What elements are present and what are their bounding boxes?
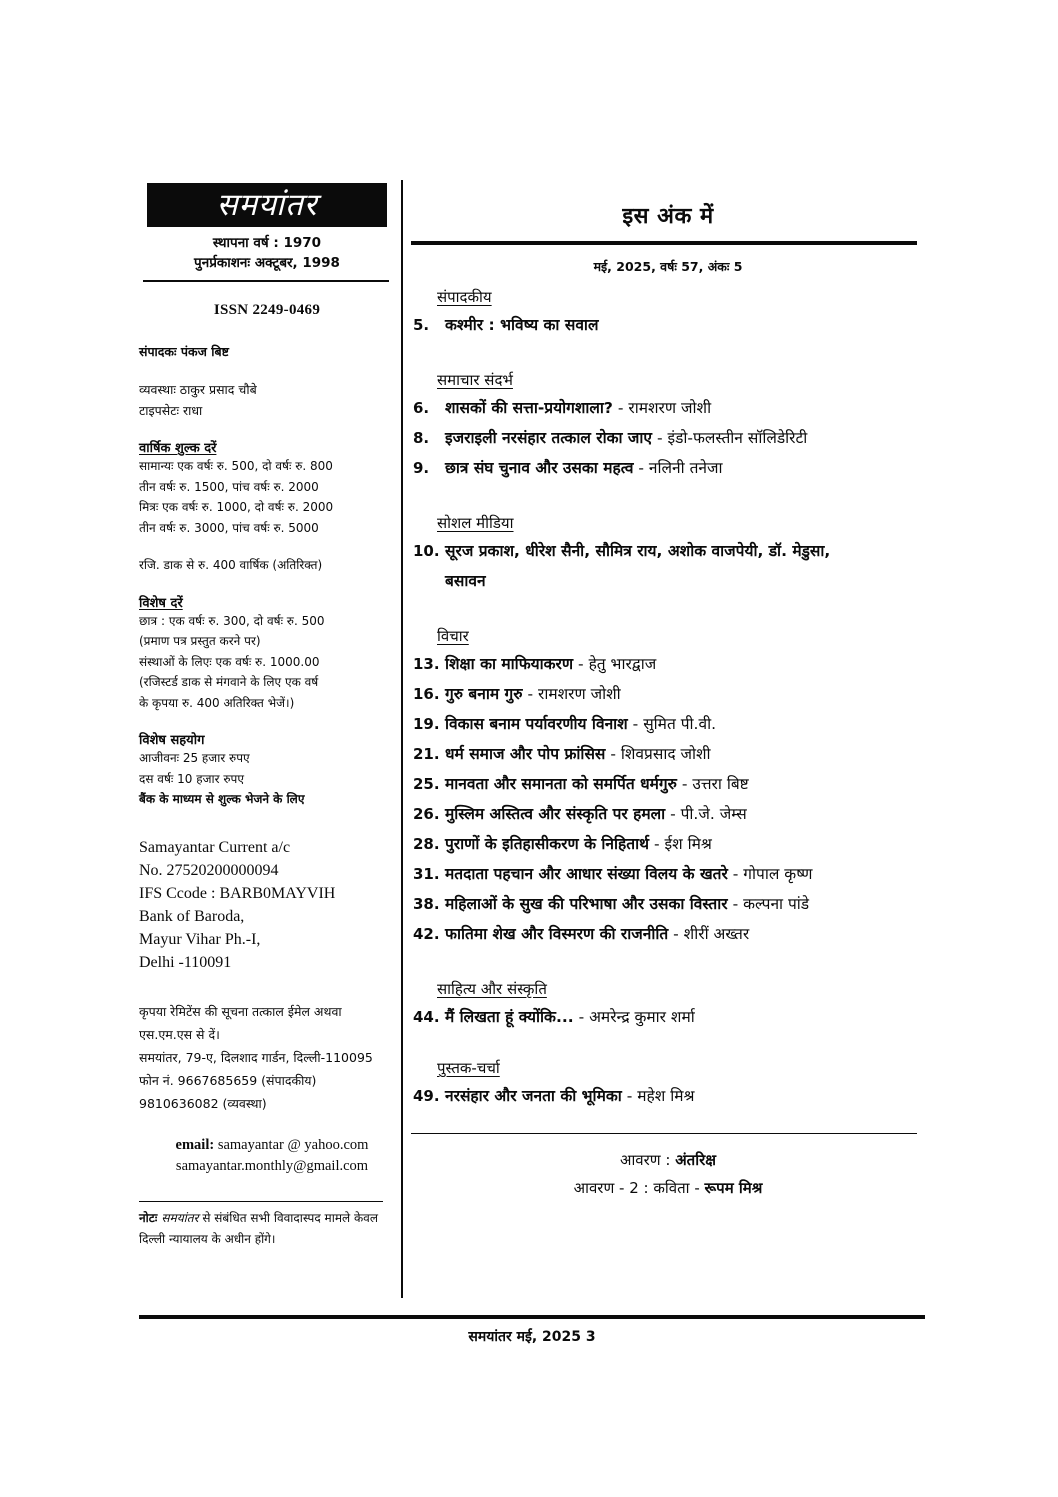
email-row-primary [157,1135,387,1156]
toc-entry-title: शिक्षा का माफियाकरण [445,655,574,673]
founded-year: स्थापना वर्ष : 1970 [212,235,322,251]
toc-entry-title: इजराइली नरसंहार तत्काल रोका जाए [445,429,652,447]
toc-page-number: 44. [413,1008,440,1026]
toc-entry-title: मुस्लिम अस्तित्व और संस्कृति पर हमला [445,805,666,823]
toc-entry-author: - शिवप्रसाद जोशी [610,745,711,763]
toc-entry-title: मतदाता पहचान और आधार संख्या विलय के खतरे [445,865,728,883]
toc-entry-text [445,649,925,679]
toc-page-number: 6. [413,399,430,417]
toc-entry[interactable] [413,393,925,423]
section-heading-vichar: विचार [437,627,469,645]
toc-entry[interactable] [413,739,925,769]
special-rate-line: संस्थाओं के लिएः एक वर्षः रु. 1000.00 [139,654,320,669]
toc-entry-author: - हेतु भारद्वाज [578,655,657,673]
toc-entry-title: कश्मीर : भविष्य का सवाल [445,316,599,334]
toc-entry-title: मैं लिखता हूं क्योंकि... [445,1008,574,1026]
remittance-line: एस.एम.एस से दें। [139,1026,220,1042]
magazine-title: समयांतर [216,187,318,222]
remittance-block [139,1000,387,1115]
note-divider [139,1201,383,1202]
republished-date: पुनर्प्रकाशनः अक्टूबर, 1998 [194,255,340,271]
toc-entry-text [445,310,925,340]
toc-page-number: 8. [413,429,430,447]
toc-page-number: 49. [413,1087,440,1105]
contents-list [411,287,925,1111]
rate-line: सामान्यः एक वर्षः रु. 500, दो वर्षः रु. 800 [139,459,333,473]
bank-line: No. 27520200000094 [139,861,279,879]
founded-info [147,233,387,273]
phone-editorial: फोन नं. 9667685659 (संपादकीय) [139,1072,317,1088]
bank-line: Mayur Vihar Ph.-I, [139,930,261,948]
contents-heading-rule [411,241,917,245]
email-address-yahoo[interactable]: samayantar @ yahoo.com [217,1136,369,1153]
section-heading-editorial: संपादकीय [437,288,492,306]
cover-credits [411,1146,925,1202]
toc-entry-title: नरसंहार और जनता की भूमिका [445,1087,622,1105]
editor-block [139,341,387,362]
toc-entry[interactable] [413,859,925,889]
toc-entry-title: फातिमा शेख और विस्मरण की राजनीति [445,925,669,943]
masthead-banner [147,183,387,227]
toc-page-number: 31. [413,865,440,883]
issn-number: ISSN 2249-0469 [213,302,321,318]
bank-line: Samayantar Current a/c [139,838,291,856]
toc-page-number: 9. [413,459,430,477]
contents-column [411,180,925,1298]
editor-name: संपादकः पंकज बिष्ट [139,344,229,359]
toc-entry-author: - पी.जे. जेम्स [670,805,747,823]
bank-line: IFS Ccode : BARB0MAYVIH [139,884,336,902]
toc-page-number: 10. [413,542,440,560]
special-rate-line: छात्र : एक वर्षः रु. 300, दो वर्षः रु. 500 [139,613,325,628]
toc-entry[interactable] [413,679,925,709]
phone-management: 9810636082 (व्यवस्था) [139,1095,267,1111]
cover-credit-2 [411,1174,925,1202]
special-support-lines [139,748,387,810]
toc-page-number: 5. [413,316,430,334]
rate-line: तीन वर्षः रु. 1500, पांच वर्षः रु. 2000 [139,479,319,494]
toc-entry-continuation: बसावन [445,572,486,590]
toc-section [413,287,925,340]
annual-rates-lines [139,456,387,538]
toc-section [413,626,925,949]
toc-page-number: 25. [413,775,440,793]
cover-credit-1 [411,1146,925,1174]
masthead-column [139,180,403,1298]
toc-entry-text [445,919,925,949]
section-heading-book-review: पुस्तक-चर्चा [437,1059,500,1077]
toc-entry[interactable] [413,799,925,829]
toc-section [413,1058,925,1111]
toc-entry-title: गुरु बनाम गुरु [445,685,523,703]
address-line: समयांतर, 79-ए, दिलशाद गार्डन, दिल्ली-110095 [139,1049,373,1065]
special-rates-block [139,593,387,714]
section-heading-social-media: सोशल मीडिया [437,514,514,532]
toc-page-number: 13. [413,655,440,673]
cover-value-1: अंतरिक्ष [675,1151,717,1169]
toc-entry-text [445,829,925,859]
toc-entry-title: महिलाओं के सुख की परिभाषा और उसका विस्तार [445,895,728,913]
footer-divider [139,1315,925,1319]
cover-value-2: रूपम मिश्र [704,1179,763,1197]
toc-entry-author: - नलिनी तनेजा [638,459,723,477]
toc-entry-text [445,769,925,799]
toc-entry-author: - उत्तरा बिष्ट [681,775,749,793]
toc-entry-text [445,536,925,566]
toc-entry-text [445,859,925,889]
toc-entry[interactable] [413,709,925,739]
toc-entry-author: - रामशरण जोशी [527,685,621,703]
registered-post-note [139,555,387,576]
toc-entry-text [445,799,925,829]
toc-entry[interactable] [413,649,925,679]
toc-entry-author: - इंडो-फलस्तीन सॉलिडेरिटी [656,429,808,447]
rate-line: मित्रः एक वर्षः रु. 1000, दो वर्षः रु. 2000 [139,500,334,514]
toc-entry-title: मानवता और समानता को समर्पित धर्मगुरु [445,775,677,793]
issue-info: मई, 2025, वर्षः 57, अंकः 5 [593,259,743,274]
annual-rates-heading: वार्षिक शुल्क दरें [139,441,217,456]
toc-entry-title: सूरज प्रकाश, धीरेश सैनी, सौमित्र राय, अशोक वाजपेयी, डॉ. मेडुसा, [445,542,831,560]
special-rates-lines [139,611,387,714]
toc-entry-text [445,423,925,453]
toc-entry[interactable] [413,829,925,859]
toc-page-number: 26. [413,805,440,823]
toc-section [413,513,925,596]
annual-rates-block [139,438,387,538]
toc-entry-author: - सुमित पी.वी. [632,715,717,733]
toc-entry-text [445,679,925,709]
toc-entry[interactable] [413,1081,925,1111]
email-address-gmail[interactable]: samayantar.monthly@gmail.com [175,1157,369,1174]
toc-section [413,370,925,483]
toc-entry[interactable] [413,1002,925,1032]
toc-entry-title: छात्र संघ चुनाव और उसका महत्व [445,459,634,477]
note-magazine-name: समयांतर [161,1210,199,1225]
section-heading-literature: साहित्य और संस्कृति [437,980,547,998]
staff-block [139,379,387,421]
bank-line: Delhi -110091 [139,953,232,971]
section-heading-news: समाचार संदर्भ [437,371,513,389]
toc-entry-author: - ईश मिश्र [653,835,712,853]
toc-entry-title: पुराणों के इतिहासीकरण के निहितार्थ [445,835,650,853]
special-support-block [139,730,387,810]
toc-entry-author: - अमरेन्द्र कुमार शर्मा [578,1008,695,1026]
two-column-layout [139,180,925,1298]
typesetter-name: टाइपसेटः राधा [139,403,203,418]
registered-post-line: रजि. डाक से रु. 400 वार्षिक (अतिरिक्त) [139,558,323,572]
toc-entry[interactable] [413,889,925,919]
bank-details-block [139,836,387,974]
special-rate-line: के कृपया रु. 400 अतिरिक्त भेजें।) [139,695,295,710]
cover-label-1: आवरण : [619,1151,676,1169]
masthead-divider [143,280,389,282]
toc-entry-text [445,889,925,919]
manager-name: व्यवस्थाः ठाकुर प्रसाद चौबे [139,382,257,397]
toc-entry-author: - शीरीं अख्तर [673,925,750,943]
toc-section [413,979,925,1032]
toc-entry[interactable] [413,453,925,483]
toc-entry-author: - रामशरण जोशी [617,399,712,417]
toc-entry-author: - गोपाल कृष्ण [732,865,813,883]
bank-line: Bank of Baroda, [139,907,245,925]
rate-line: तीन वर्षः रु. 3000, पांच वर्षः रु. 5000 [139,520,319,535]
contents-heading: इस अंक में [622,204,714,229]
toc-entry[interactable] [413,919,925,949]
toc-page-number: 19. [413,715,440,733]
toc-entry[interactable] [413,536,925,566]
toc-entry[interactable] [413,423,925,453]
toc-entry-author: - महेश मिश्र [626,1087,695,1105]
toc-page-number: 42. [413,925,440,943]
cover-label-2: आवरण - 2 : कविता - [573,1179,705,1197]
toc-entry-author: - कल्पना पांडे [732,895,810,913]
toc-page-number: 16. [413,685,440,703]
remittance-line: कृपया रेमिटेंस की सूचना तत्काल ईमेल अथवा [139,1003,342,1019]
toc-entry-text [445,393,925,423]
toc-entry-title: धर्म समाज और पोप फ्रांसिस [445,745,606,763]
note-label: नोटः [139,1210,162,1225]
toc-entry-title: शासकों की सत्ता-प्रयोगशाला? [445,399,613,417]
toc-entry[interactable] [413,310,925,340]
special-rate-line: (रजिस्टर्ड डाक से मंगवाने के लिए एक वर्ष [139,675,319,689]
toc-entry[interactable] [413,769,925,799]
page-footer: समयांतर मई, 2025 3 [468,1329,596,1345]
special-support-heading: विशेष सहयोग [139,733,205,748]
legal-note [139,1208,387,1250]
cover-credits-divider [411,1133,917,1134]
support-line: दस वर्षः 10 हजार रुपए [139,771,244,786]
toc-entry-text [445,709,925,739]
toc-page-number: 28. [413,835,440,853]
toc-entry-title: विकास बनाम पर्यावरणीय विनाश [445,715,628,733]
support-line: आजीवनः 25 हजार रुपए [139,751,250,765]
toc-entry-text [445,1002,925,1032]
email-label: email: [175,1136,215,1153]
special-rates-heading: विशेष दरें [139,595,183,611]
support-line: बैंक के माध्यम से शुल्क भेजने के लिए [139,792,305,806]
special-rate-line: (प्रमाण पत्र प्रस्तुत करने पर) [139,634,261,648]
toc-entry-text [445,739,925,769]
toc-page-number: 38. [413,895,440,913]
email-block [139,1135,387,1177]
toc-entry-text [445,453,925,483]
toc-page-number: 21. [413,745,440,763]
toc-entry-text [445,1081,925,1111]
note-text: से संबंधित सभी विवादास्पद मामले केवल दिल्ली न्यायालय के अधीन होंगे। [139,1210,378,1246]
